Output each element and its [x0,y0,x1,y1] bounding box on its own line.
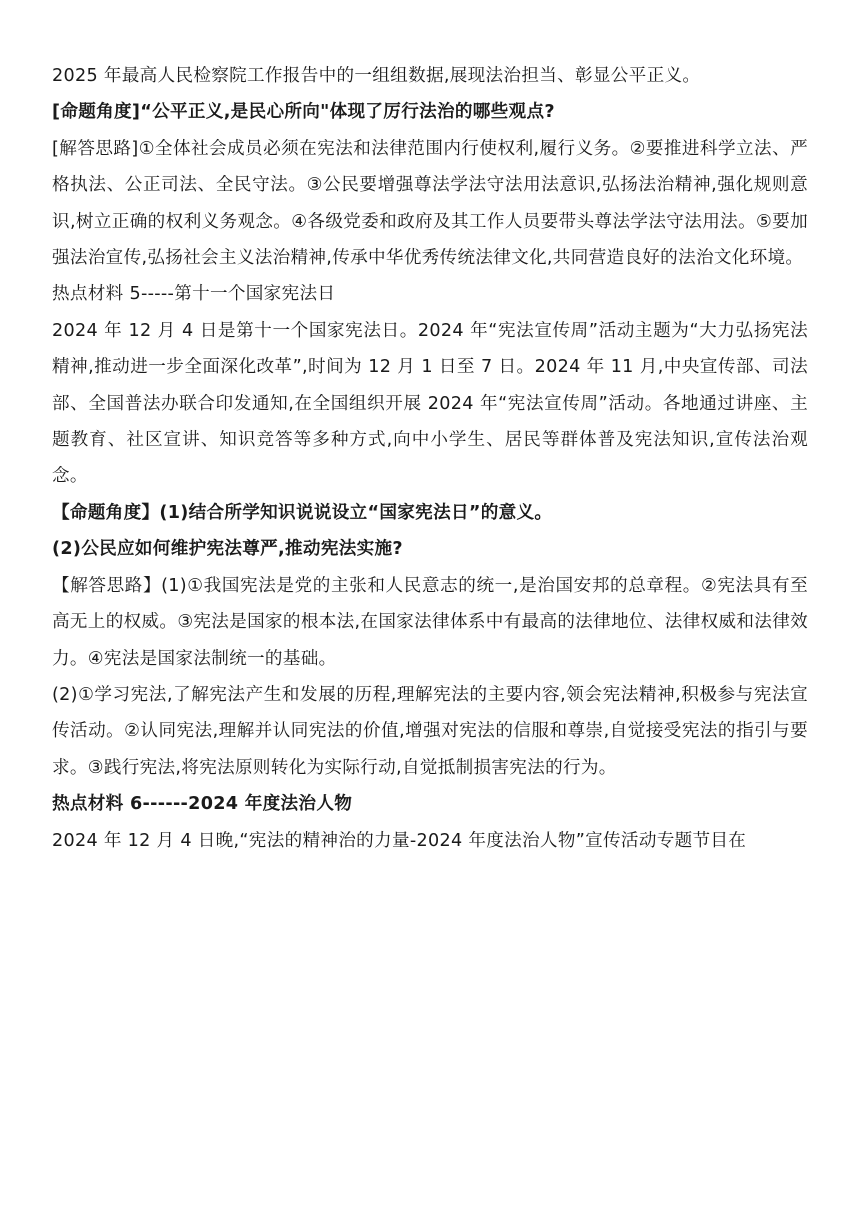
hot-material-6-body: 2024 年 12 月 4 日晚,“宪法的精神治的力量-2024 年度法治人物”宣传活动专题节目在 [52,830,747,851]
answer-paragraph-5-part-2: (2)①学习宪法,了解宪法产生和发展的历程,理解宪法的主要内容,领会宪法精神,积极参与宪法宣传活动。②认同宪法,理解并认同宪法的价值,增强对宪法的信服和尊崇,自觉接受宪法的指引与要求。③践行宪法,将宪法原则转化为实际行动,自觉抵制损害宪法的行为。 [52,684,808,778]
answer-paragraph-5-part-1: 【解答思路】(1)①我国宪法是党的主张和人民意志的统一,是治国安邦的总章程。②宪法具有至高无上的权威。③宪法是国家的根本法,在国家法律体系中有最高的法律地位、法律权威和法律效力。④宪法是国家法制统一的基础。 [52,575,808,669]
question-angle-5-part-2: (2)公民应如何维护宪法尊严,推动宪法实施? [52,539,403,560]
document-page [52,58,808,859]
hot-material-5-body: 2024 年 12 月 4 日是第十一个国家宪法日。2024 年“宪法宣传周”活动主题为“大力弘扬宪法精神,推动进一步全面深化改革”,时间为 12 月 1 日至 7 日。2024 年 11 月,中央宣传部、司法部、全国普法办联合印发通知,在全国组织开展 2024 年“宪法宣传周”活动。各地通过讲座、主题教育、社区宣讲、知识竞答等多种方式,向中小学生、居民等群体普及宪法知识,宣传法治观念。 [52,320,808,487]
intro-paragraph: 2025 年最高人民检察院工作报告中的一组组数据,展现法治担当、彰显公平正义。 [52,66,701,86]
question-angle-heading-4: [命题角度]“公平正义,是民心所向"体现了厉行法治的哪些观点? [52,102,555,123]
hot-material-5-heading: 热点材料 5-----第十一个国家宪法日 [52,284,336,305]
answer-paragraph-4: [解答思路]①全体社会成员必须在宪法和法律范围内行使权利,履行义务。②要推进科学立法、严格执法、公正司法、全民守法。③公民要增强尊法学法守法用法意识,弘扬法治精神,强化规则意识,树立正确的权利义务观念。④各级党委和政府及其工作人员要带头尊法学法守法用法。⑤要加强法治宣传,弘扬社会主义法治精神,传承中华优秀传统法律文化,共同营造良好的法治文化环境。 [52,138,808,269]
question-angle-5-part-1: 【命题角度】(1)结合所学知识说说设立“国家宪法日”的意义。 [52,502,553,523]
hot-material-6-heading: 热点材料 6------2024 年度法治人物 [52,794,353,815]
